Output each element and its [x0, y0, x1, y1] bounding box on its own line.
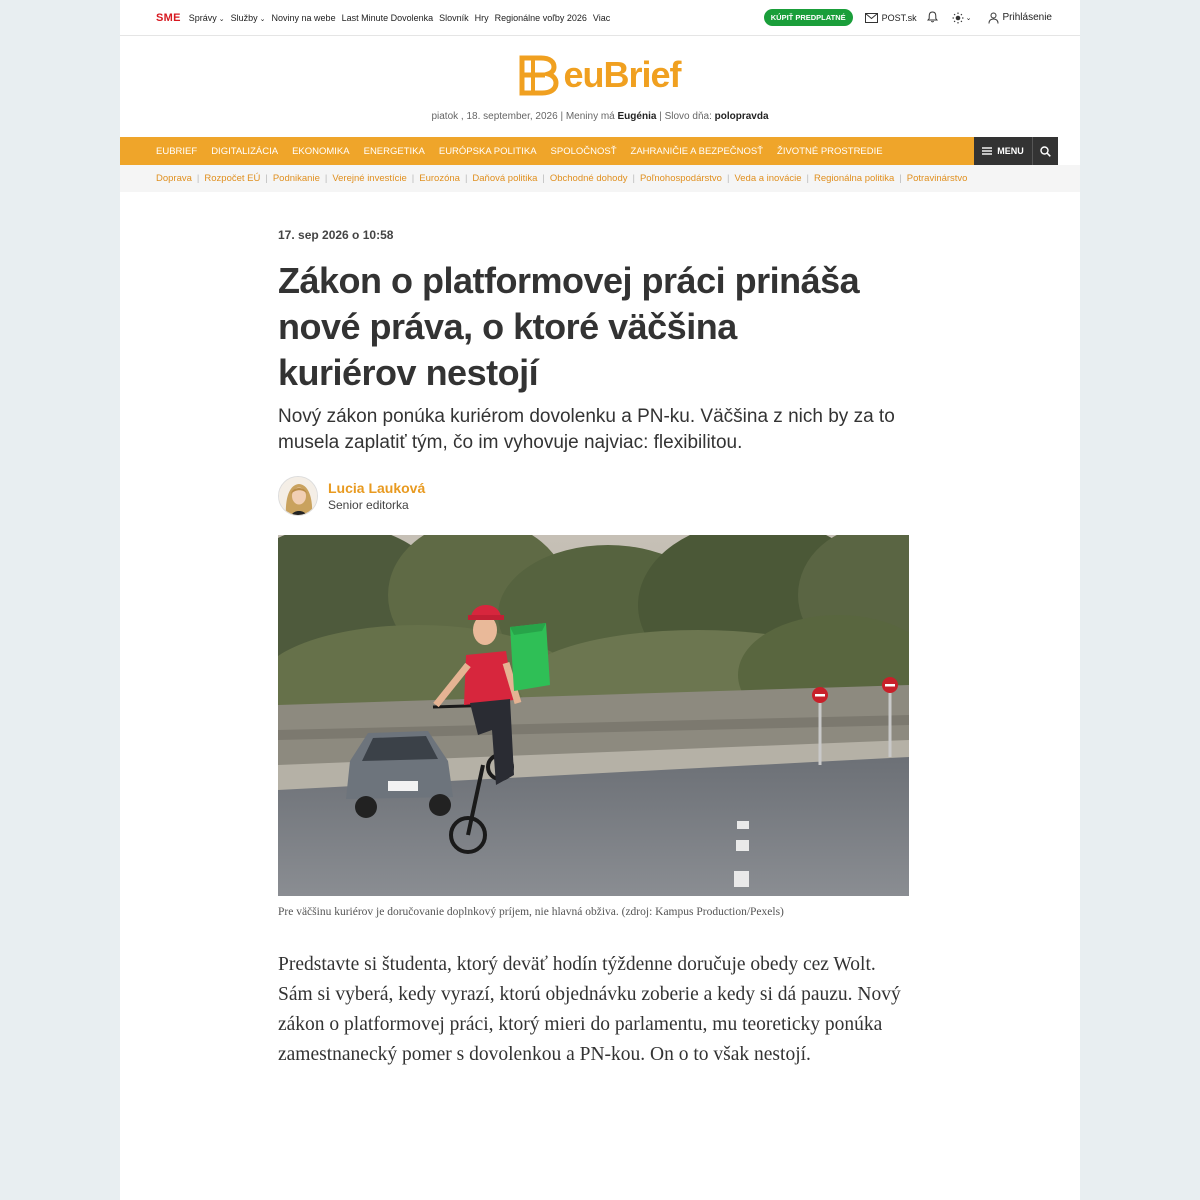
- nav-item-eubrief[interactable]: EUBRIEF: [156, 145, 198, 157]
- names-label: Meniny má: [565, 111, 615, 122]
- subnav-item[interactable]: Veda a inovácie: [734, 173, 802, 184]
- post-link[interactable]: [865, 13, 917, 23]
- sun-icon: [952, 12, 964, 24]
- subnav-item[interactable]: Podnikanie: [272, 173, 320, 184]
- toplink-viac[interactable]: Viac: [592, 12, 611, 23]
- avatar[interactable]: [278, 476, 318, 516]
- subnav-separator: |: [726, 173, 730, 184]
- toplink-label: Služby: [230, 12, 258, 23]
- main-nav: [120, 137, 1058, 165]
- toplink-sluzby[interactable]: [231, 13, 266, 23]
- login-link[interactable]: [988, 12, 1052, 24]
- search-button[interactable]: [1032, 137, 1058, 165]
- chevron-down-icon: ⌄: [965, 14, 972, 22]
- subnav-separator: |: [542, 173, 545, 184]
- search-icon: [1040, 146, 1051, 157]
- subnav-item[interactable]: Obchodné dohody: [549, 173, 628, 184]
- subnav-item[interactable]: Regionálna politika: [814, 173, 895, 184]
- subnav-separator: |: [806, 173, 809, 184]
- word-label: Slovo dňa:: [664, 111, 712, 122]
- subnav-item[interactable]: Doprava: [156, 173, 192, 184]
- toplink-spravy[interactable]: [189, 13, 225, 23]
- dateline: [120, 111, 1080, 122]
- names-value: Eugénia: [617, 111, 657, 122]
- post-label: POST.sk: [881, 12, 917, 23]
- author-info: [328, 480, 425, 512]
- subnav-separator: |: [324, 173, 328, 184]
- nav-item-zivotne-prostredie[interactable]: ŽIVOTNÉ PROSTREDIE: [777, 145, 883, 157]
- subnav-separator: |: [899, 173, 902, 184]
- nav-item-energetika[interactable]: ENERGETIKA: [363, 145, 425, 157]
- sub-nav: [120, 165, 1080, 192]
- subnav-item[interactable]: Poľnohospodárstvo: [639, 173, 722, 184]
- page: [120, 0, 1080, 1200]
- toplink-label: Správy: [188, 12, 217, 23]
- toplink-hry[interactable]: Hry: [474, 12, 489, 23]
- hamburger-icon: [982, 147, 992, 155]
- subnav-item[interactable]: Verejné investície: [332, 173, 407, 184]
- bell-icon[interactable]: [927, 11, 938, 25]
- toplink-last-minute[interactable]: Last Minute Dovolenka: [341, 12, 434, 23]
- nav-item-spolocnost[interactable]: SPOLOČNOSŤ: [550, 145, 617, 157]
- article-perex: Nový zákon ponúka kuriérom dovolenku a PN-ku. Väčšina z nich by za to musela zaplatiť tým, čo im vyhovuje najviac: flexibilitou.: [278, 406, 895, 453]
- sme-logo[interactable]: SME: [156, 11, 181, 24]
- author-block: [278, 476, 425, 516]
- user-icon: [988, 12, 999, 24]
- subnav-item[interactable]: Potravinárstvo: [906, 173, 968, 184]
- subnav-item[interactable]: Daňová politika: [472, 173, 538, 184]
- mail-icon: [865, 13, 878, 23]
- chevron-down-icon: ⌄: [218, 15, 225, 23]
- separator: |: [659, 111, 665, 122]
- article-photo: [278, 535, 909, 896]
- author-role: Senior editorka: [328, 498, 409, 512]
- menu-button[interactable]: [974, 137, 1032, 165]
- theme-toggle[interactable]: [952, 12, 972, 24]
- subnav-separator: |: [411, 173, 415, 184]
- chevron-down-icon: ⌄: [259, 15, 266, 23]
- toplink-volby[interactable]: Regionálne voľby 2026: [494, 12, 587, 23]
- topbar-right: [764, 9, 1052, 26]
- subnav-separator: |: [265, 173, 268, 184]
- photo-caption: Pre väčšinu kuriérov je doručovanie doplnkový príjem, nie hlavná obživa. (zdroj: Kampus Production/Pexels): [278, 906, 784, 918]
- top-bar: [120, 0, 1080, 36]
- nav-item-europska-politika[interactable]: EURÓPSKA POLITIKA: [438, 145, 537, 157]
- toplink-noviny[interactable]: Noviny na webe: [271, 12, 336, 23]
- toplink-slovnik[interactable]: Slovník: [439, 12, 469, 23]
- article-headline: Zákon o platformovej práci prináša nové práva, o ktoré väčšina kuriérov nestojí: [278, 260, 860, 393]
- menu-label: MENU: [997, 146, 1024, 156]
- login-label: Prihlásenie: [1002, 12, 1052, 23]
- subscribe-button[interactable]: KÚPIŤ PREDPLATNÉ: [764, 9, 853, 26]
- current-date: piatok , 18. september, 2026: [431, 111, 558, 122]
- subnav-separator: |: [632, 173, 635, 184]
- nav-item-digitalizacia[interactable]: DIGITALIZÁCIA: [211, 145, 279, 157]
- nav-item-zahranicie[interactable]: ZAHRANIČIE A BEZPEČNOSŤ: [630, 145, 764, 157]
- subnav-item[interactable]: Eurozóna: [419, 173, 460, 184]
- nav-item-ekonomika[interactable]: EKONOMIKA: [292, 145, 350, 157]
- brand-logo[interactable]: [120, 44, 1080, 106]
- separator: |: [560, 111, 566, 122]
- eubrief-logo-icon: [519, 52, 559, 98]
- word-value[interactable]: polopravda: [714, 111, 769, 122]
- article-body: Predstavte si študenta, ktorý deväť hodín týždenne doručuje obedy cez Wolt. Sám si vyberá, kedy vyrazí, ktorú objednávku zoberie a kedy si dá pauzu. Nový zákon o platformovej práci, ktorý mieri do parlamentu, mu teoreticky ponúka zamestnanecký pomer s dovolenkou a PN-kou. On o to však nestojí.: [278, 954, 901, 1065]
- author-name[interactable]: Lucia Lauková: [328, 480, 426, 496]
- subnav-item[interactable]: Rozpočet EÚ: [204, 173, 261, 184]
- subnav-separator: |: [196, 173, 200, 184]
- article-date: 17. sep 2026 o 10:58: [278, 228, 394, 242]
- subnav-separator: |: [464, 173, 468, 184]
- brand-name: euBrief: [563, 54, 681, 95]
